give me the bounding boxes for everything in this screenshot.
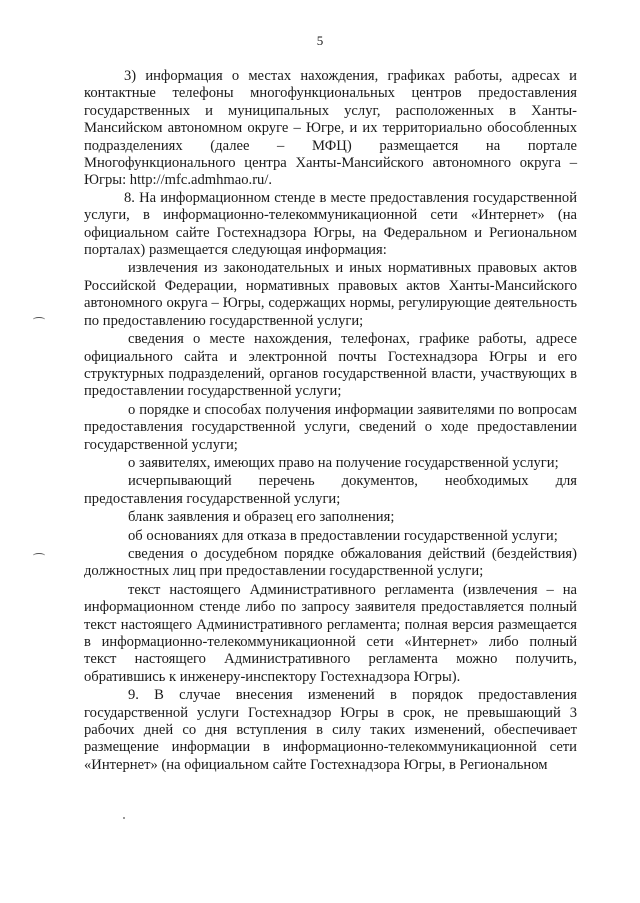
list-item-application-form: бланк заявления и образец его заполнения;	[128, 509, 395, 526]
binder-hole-mark	[33, 317, 45, 322]
paragraph-9-changes: 9. В случае внесения изменений в порядок предоставления государственной услуги Гостехнадзор Югры в срок, не превышающий 3 рабочих дней со дня вступления в силу таких изменений, обеспечивает размещение информации в информационно-телекоммуникационной сети «Интернет» (на официальном сайте Гостехнадзора Югры, в Региональном	[84, 687, 577, 773]
list-item-legal-extracts: извлечения из законодательных и иных нормативных правовых актов Российской Федерации, нормативных правовых актов Ханты-Мансийского автономного округа – Югры, содержащих нормы, регулирующие деятельность по предоставлению государственной услуги;	[84, 260, 577, 329]
page-number: 5	[316, 33, 324, 48]
document-body	[84, 68, 577, 774]
paragraph-3-mfc-info: 3) информация о местах нахождения, графиках работы, адресах и контактные телефоны многофункциональных центров предоставления государственных и муниципальных услуг, расположенных в Ханты-Мансийском автономном округе – Югре, и их территориально обособленных подразделениях (далее – МФЦ) размещается на портале Многофункционального центра Ханты-Мансийского автономного округа – Югры: http://mfc.admhmao.ru/.	[84, 68, 577, 189]
list-item-document-list: исчерпывающий перечень документов, необходимых для предоставления государственной услуги;	[84, 473, 577, 507]
list-item-applicants: о заявителях, имеющих право на получение государственной услуги;	[128, 454, 559, 471]
paragraph-8-info-stand: 8. На информационном стенде в месте предоставления государственной услуги, в информационно-телекоммуникационной сети «Интернет» (на официальном сайте Гостехнадзора Югры, на Федеральном и Региональном порталах) размещается следующая информация:	[84, 189, 577, 259]
list-item-location-info: сведения о месте нахождения, телефонах, графике работы, адресе официального сайта и электронной почты Гостехнадзора Югры и его структурных подразделений, органов государственной власти, участвующих в предоставлении государственной услуги;	[84, 331, 577, 400]
scan-artifact-dot	[123, 817, 125, 819]
list-item-appeal-procedure: сведения о досудебном порядке обжалования действий (бездействия) должностных лиц при предоставлении государственной услуги;	[84, 545, 577, 580]
binder-hole-mark	[33, 553, 45, 558]
list-item-regulation-text: текст настоящего Административного регламента (извлечения – на информационном стенде либо по запросу заявителя предоставляется полный текст настоящего Административного регламента; полная версия размещается в информационно-телекоммуникационной сети «Интернет» либо полный текст настоящего Административного регламента можно получить, обратившись к инженеру-инспектору Гостехнадзора Югры).	[84, 581, 577, 685]
list-item-info-procedure: о порядке и способах получения информации заявителями по вопросам предоставления государственной услуги, сведений о ходе предоставлении государственной услуги;	[84, 401, 577, 453]
list-item-refusal-grounds: об основаниях для отказа в предоставлении государственной услуги;	[128, 527, 558, 544]
